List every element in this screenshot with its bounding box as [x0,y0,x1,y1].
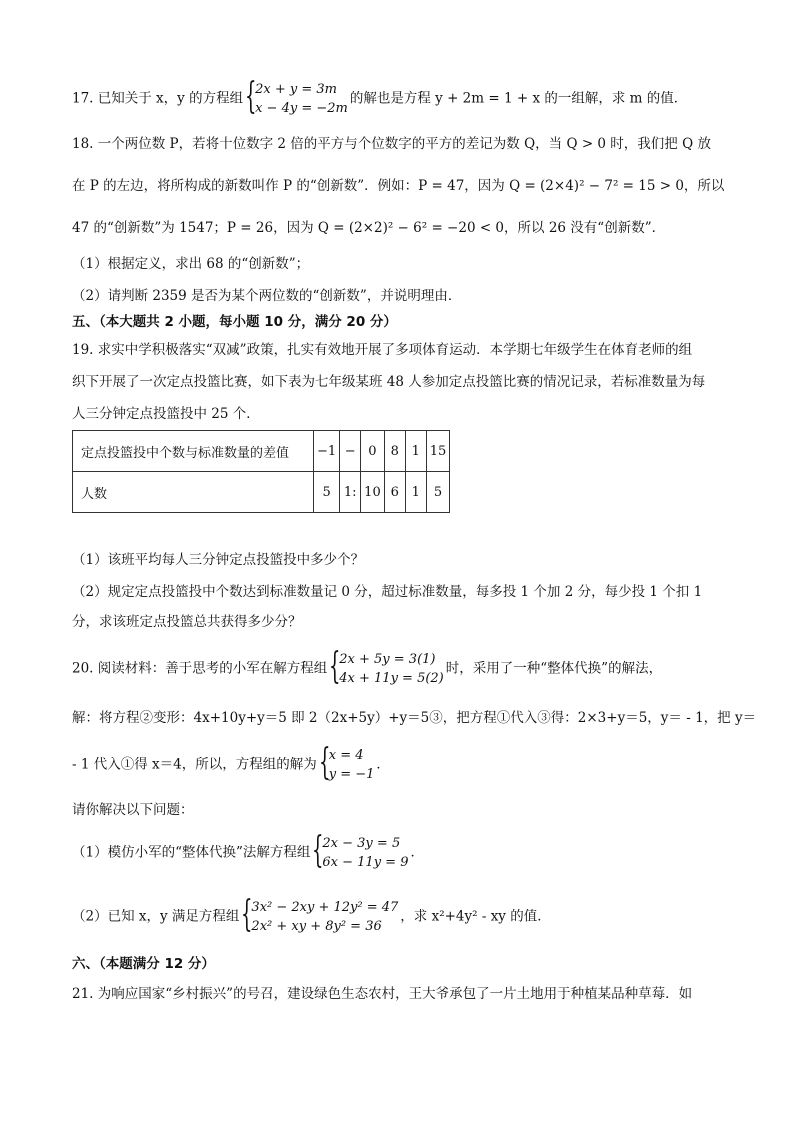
section6-title: 六、（本题满分 12 分） [72,956,215,972]
q19-table [72,430,450,513]
q20-solution [318,742,375,784]
q18-line2: 在 P 的左边，将所构成的新数叫作 P 的“创新数”．例如：P = 47，因为 Q = (2×4)² − 7² = 15 > 0，所以 [72,178,725,194]
q20-sub2-eq1: 3x² − 2xy + 12y² = 47 [251,900,399,915]
q17-eq2: x − 4y = −2m [255,101,348,116]
q20-line3-suffix: ． [376,756,390,773]
q18-sub1: （1）根据定义，求出 68 的“创新数”； [72,256,310,272]
q19-sub1: （1）该班平均每人三分钟定点投篮投中多少个？ [72,552,365,568]
q17-eq1: 2x + y = 3m [255,82,337,97]
q20-sol2: y = −1 [328,767,375,782]
q20-prefix: 20. 阅读材料：善于思考的小军在解方程组 [72,660,328,677]
q20-prompt: 请你解决以下问题： [72,802,194,818]
table-cell: 5 [426,472,450,513]
q19-line1: 19. 求实中学积极落实“双减”政策，扎实有效地开展了多项体育运动．本学期七年级学生在体育老师的组 [72,342,693,358]
brace-icon: { [245,76,257,117]
q20-sub1-eq2: 6x − 11y = 9 [322,855,409,870]
table-header-cell: 定点投篮投中个数与标准数量的差值 [73,431,314,472]
q17-prefix: 17. 已知关于 x，y 的方程组 [72,90,244,107]
q17-suffix: 的解也是方程 y + 2m = 1 + x 的一组解，求 m 的值． [349,90,688,107]
table-header-cell: 人数 [73,472,314,513]
q21-line1: 21. 为响应国家“乡村振兴”的号召，建设绿色生态农村，王大爷承包了一片土地用于种植某品种草莓．如 [72,986,693,1002]
brace-icon: { [241,894,253,935]
q19-sub2-line2: 分，求该班定点投篮总共获得多少分？ [72,614,302,630]
brace-icon: { [329,646,341,687]
table-cell: 1 [405,472,426,513]
table-cell: 0 [361,431,385,472]
q20-eq1: 2x + 5y = 3(1) [339,652,436,667]
table-row [73,431,450,472]
q20-eq2: 4x + 11y = 5(2) [339,671,444,686]
table-row [73,472,450,513]
q20-suffix: 时，采用了一种“整体代换”的解法， [445,660,663,677]
q20-sub2-system [241,894,399,936]
table-cell: 6 [384,472,405,513]
section5-title: 五、（本大题共 2 小题，每小题 10 分，满分 20 分） [72,314,397,330]
q20-sub2-suffix: ，求 x²+4y² - xy 的值． [400,908,551,925]
q20-sub2 [72,894,551,936]
table-cell: 5 [314,472,340,513]
q20-sub1-eq1: 2x − 3y = 5 [322,836,401,851]
q20-line3-prefix: - 1 代入①得 x＝4，所以，方程组的解为 [72,756,317,773]
q20-sub2-prefix: （2）已知 x，y 满足方程组 [72,908,240,925]
q17-system [245,76,348,118]
q20-line3 [72,742,390,784]
q18-sub2: （2）请判断 2359 是否为某个两位数的“创新数”，并说明理由． [72,288,462,304]
q20-sol1: x = 4 [328,748,364,763]
q20-line1 [72,646,663,688]
q18-line1: 18. 一个两位数 P，若将十位数字 2 倍的平方与个位数字的平方的差记为数 Q，当 Q > 0 时，我们把 Q 放 [72,136,711,152]
table-cell: 8 [384,431,405,472]
q20-sub1 [72,830,424,872]
q20-sub2-eq2: 2x² + xy + 8y² = 36 [251,919,382,934]
table-cell: 1: [340,472,361,513]
q20-sub1-suffix: ． [410,844,424,861]
table-cell: − [340,431,361,472]
table-cell: 10 [361,472,385,513]
q18-line3: 47 的“创新数”为 1547；P = 26，因为 Q = (2×2)² − 6² = −20 < 0，所以 26 没有“创新数”． [72,220,666,236]
table-cell: 15 [426,431,450,472]
table-cell: 1 [405,431,426,472]
brace-icon: { [312,830,324,871]
table-cell: −1 [314,431,340,472]
q19-sub2-line1: （2）规定定点投篮投中个数达到标准数量记 0 分，超过标准数量，每多投 1 个加 2 分，每少投 1 个扣 1 [72,584,703,600]
q19-line2: 织下开展了一次定点投篮比赛，如下表为七年级某班 48 人参加定点投篮比赛的情况记录，若标准数量为每 [72,374,706,390]
q20-system [329,646,444,688]
brace-icon: { [318,742,331,783]
q20-sub1-system [312,830,409,872]
q20-line2: 解：将方程②变形：4x+10y+y＝5 即 2（2x+5y）+y＝5③，把方程①代入③得：2×3+y＝5，y＝ - 1，把 y＝ [72,710,757,726]
q17-line [72,76,688,118]
q19-line3: 人三分钟定点投篮投中 25 个． [72,406,260,422]
q20-sub1-prefix: （1）模仿小军的“整体代换”法解方程组 [72,844,311,861]
